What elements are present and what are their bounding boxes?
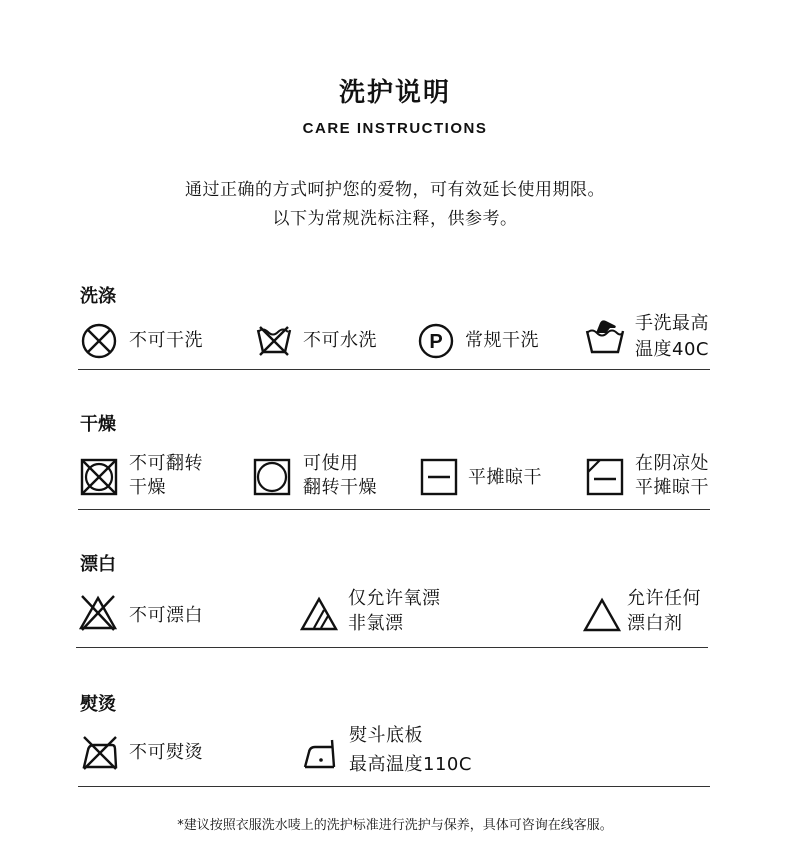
svg-text:P: P	[429, 331, 443, 353]
section-divider-wash	[78, 369, 710, 370]
section-divider-iron	[78, 786, 710, 787]
label-tumble-line2: 翻转干燥	[303, 477, 377, 498]
label-tumble-line1: 可使用	[303, 453, 359, 474]
dry-clean-p-icon	[417, 322, 455, 360]
label-iron-line2: 最高温度110C	[349, 754, 472, 775]
label-no-dry-clean: 不可干洗	[129, 330, 203, 351]
section-title-iron: 熨烫	[80, 694, 116, 715]
no-tumble-dry-icon	[80, 458, 118, 496]
label-shade-line2: 平摊晾干	[635, 477, 709, 498]
section-title-bleach: 漂白	[80, 554, 116, 575]
label-no-bleach: 不可漂白	[129, 605, 203, 626]
label-iron-line1: 熨斗底板	[349, 725, 423, 746]
label-hand-wash-line2: 温度40C	[635, 339, 709, 360]
tumble-dry-icon	[253, 458, 291, 496]
label-oxygen-line2: 非氯漂	[348, 613, 404, 634]
footer-note: *建议按照衣服洗水唛上的洗护标准进行洗护与保养，具体可咨询在线客服。	[177, 818, 613, 833]
section-divider-dry	[78, 509, 710, 510]
section-divider-bleach	[76, 647, 708, 648]
label-no-wash: 不可水洗	[303, 330, 377, 351]
no-wash-icon	[254, 324, 294, 358]
iron-low-icon	[302, 738, 342, 770]
intro-line-1: 通过正确的方式呵护您的爱物，可有效延长使用期限。	[185, 180, 605, 200]
label-dry-clean: 常规干洗	[465, 330, 539, 351]
label-hand-wash-line1: 手洗最高	[635, 313, 709, 334]
label-any-bleach-line1: 允许任何	[627, 588, 701, 609]
label-no-iron: 不可熨烫	[129, 742, 203, 763]
label-dry-flat: 平摊晾干	[468, 467, 542, 488]
any-bleach-icon	[582, 597, 622, 633]
non-chlorine-bleach-icon	[299, 596, 339, 632]
no-bleach-icon	[78, 594, 118, 632]
label-no-tumble-line1: 不可翻转	[129, 453, 203, 474]
page-subtitle: CARE INSTRUCTIONS	[302, 120, 488, 137]
section-title-dry: 干燥	[80, 414, 116, 435]
intro-line-2: 以下为常规洗标注释，供参考。	[272, 209, 518, 229]
dry-flat-icon	[420, 458, 458, 496]
label-shade-line1: 在阴凉处	[635, 453, 709, 474]
label-no-tumble-line2: 干燥	[129, 477, 166, 498]
no-dry-clean-icon	[80, 322, 118, 360]
label-any-bleach-line2: 漂白剂	[627, 613, 683, 634]
page-title: 洗护说明	[338, 78, 451, 108]
dry-flat-shade-icon	[586, 458, 624, 496]
section-title-wash: 洗涤	[80, 286, 116, 307]
no-iron-icon	[80, 734, 120, 772]
hand-wash-icon	[584, 317, 626, 355]
label-oxygen-line1: 仅允许氧漂	[348, 588, 441, 609]
